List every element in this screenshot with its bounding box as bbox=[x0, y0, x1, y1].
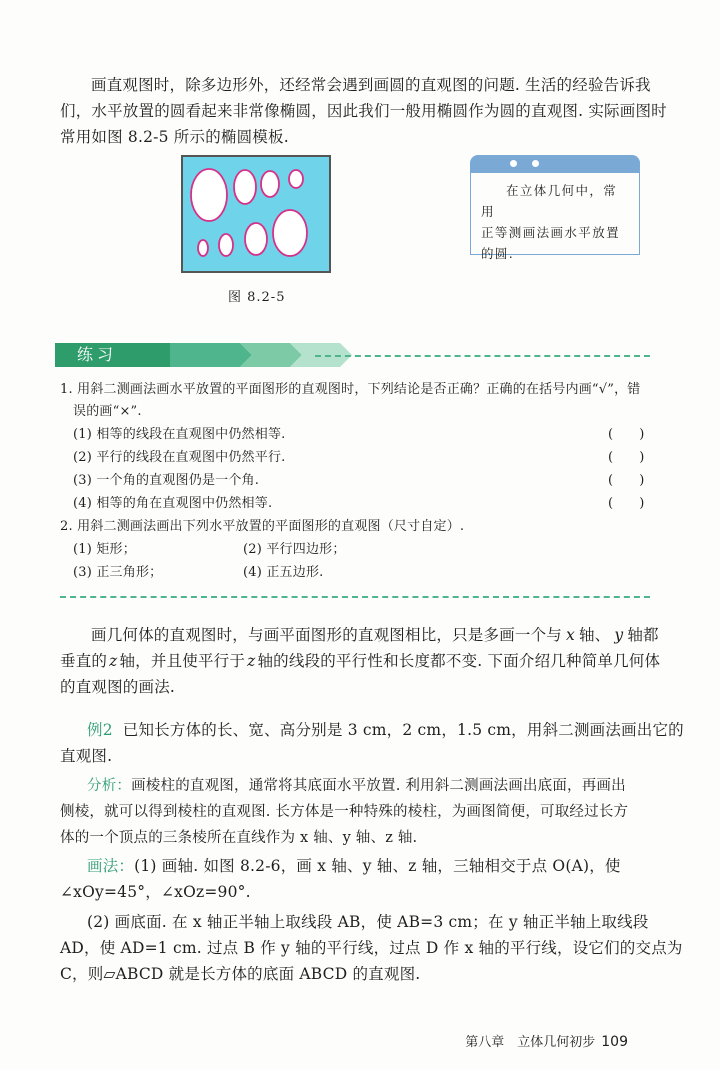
example-2 bbox=[60, 717, 684, 987]
exercise-bottom-divider bbox=[60, 596, 650, 598]
method-line-1 bbox=[60, 853, 660, 879]
body-text: 轴，并且使平行于 bbox=[119, 652, 246, 670]
answer-paren-1[interactable]: ( ) bbox=[608, 427, 645, 442]
ellipse-template-figure bbox=[181, 155, 331, 273]
exercise-q1-item-2 bbox=[73, 447, 653, 469]
analysis-line-2: 侧棱，就可以得到棱柱的直观图. 长方体是一种特殊的棱柱，为画图简便，可取经过长方 bbox=[60, 804, 629, 820]
body-text: 轴、 bbox=[578, 626, 611, 644]
exercise-q1-item-1 bbox=[73, 424, 653, 446]
exercise-q2-item-4: (4) 正五边形. bbox=[243, 565, 324, 580]
page-footer bbox=[465, 1031, 628, 1050]
intro-line-2: 们，水平放置的圆看起来非常像椭圆，因此我们一般用椭圆作为圆的直观图. 实际画图时 bbox=[60, 102, 667, 120]
step2-line-3: C，则▱ABCD 就是长方体的底面 ABCD 的直观图. bbox=[60, 965, 421, 983]
exercise-q1-line-2: 误的画“×”. bbox=[73, 404, 142, 419]
math-var: y bbox=[614, 626, 624, 644]
dot-icon bbox=[532, 160, 539, 167]
ellipse-6 bbox=[219, 234, 233, 256]
exercise-q2: 2. 用斜二测画法画出下列水平放置的平面图形的直观图（尺寸自定）. bbox=[60, 519, 465, 534]
exercise-q1-item-3 bbox=[73, 470, 653, 492]
exercise-q1-line-1: 1. 用斜二测画法画水平放置的平面图形的直观图时，下列结论是否正确？正确的在括号内画“√”，错 bbox=[60, 382, 641, 397]
side-note-line-3: 的圆. bbox=[481, 246, 515, 261]
ellipse-4 bbox=[289, 170, 303, 188]
exercise-q1-item-4 bbox=[73, 493, 653, 515]
intro-line-1: 画直观图时，除多边形外，还经常会遇到画圆的直观图的问题. 生活的经验告诉我 bbox=[91, 76, 651, 94]
ellipse-5 bbox=[198, 240, 208, 256]
chapter-title: 第八章 立体几何初步 bbox=[465, 1035, 596, 1050]
intro-paragraph bbox=[60, 72, 667, 150]
analysis-line-1 bbox=[60, 773, 660, 799]
method-line-2: ∠xOy=45°，∠xOz=90°. bbox=[60, 883, 251, 901]
exercise-q1-item-1-text: (1) 相等的线段在直观图中仍然相等. bbox=[73, 427, 286, 442]
side-note bbox=[470, 155, 640, 261]
dot-icon bbox=[510, 160, 517, 167]
side-note-body bbox=[470, 173, 640, 261]
ellipse-2 bbox=[234, 170, 256, 204]
step2-line-1: (2) 画底面. 在 x 轴正半轴上取线段 AB，使 AB=3 cm；在 y 轴正半轴上取线段 bbox=[87, 913, 649, 931]
math-var: x bbox=[566, 626, 575, 644]
body-paragraph bbox=[60, 622, 660, 700]
body-line-3: 的直观图的画法. bbox=[60, 678, 176, 696]
page-number: 109 bbox=[601, 1034, 628, 1050]
example-label: 例2 bbox=[87, 721, 113, 739]
exercise-q2-item-1: (1) 矩形； bbox=[73, 542, 136, 557]
exercise-q2-item-2: (2) 平行四边形； bbox=[243, 542, 346, 557]
analysis-line-3: 体的一个顶点的三条棱所在直线作为 x 轴、y 轴、z 轴. bbox=[60, 830, 418, 846]
body-text: 轴的线段的平行性和长度都不变. 下面介绍几种简单几何体 bbox=[257, 652, 661, 670]
exercise-q1-item-3-text: (3) 一个角的直观图仍是一个角. bbox=[73, 473, 260, 488]
answer-paren-2[interactable]: ( ) bbox=[608, 450, 645, 465]
intro-line-3: 常用如图 8.2-5 所示的椭圆模板. bbox=[60, 128, 289, 146]
body-text: 轴都 bbox=[627, 626, 659, 644]
step2-line-2: AD，使 AD=1 cm. 过点 B 作 y 轴的平行线，过点 D 作 x 轴的平行线，设它们的交点为 bbox=[60, 939, 683, 957]
analysis-label: 分析： bbox=[87, 778, 132, 794]
ellipse-1 bbox=[191, 169, 227, 221]
answer-paren-3[interactable]: ( ) bbox=[608, 473, 645, 488]
body-line-2 bbox=[60, 648, 660, 674]
math-var: z bbox=[109, 652, 118, 670]
body-text: 画几何体的直观图时，与画平面图形的直观图相比，只是多画一个与 bbox=[91, 626, 563, 644]
body-line-1 bbox=[60, 622, 660, 648]
ellipse-3 bbox=[261, 171, 279, 197]
example-line-1 bbox=[60, 717, 684, 743]
method-label: 画法： bbox=[87, 857, 135, 875]
method-text: (1) 画轴. 如图 8.2-6，画 x 轴、y 轴、z 轴，三轴相交于点 O(A)，使 bbox=[134, 857, 621, 875]
exercise-q1-item-4-text: (4) 相等的角在直观图中仍然相等. bbox=[73, 496, 273, 511]
analysis-text: 画棱柱的直观图，通常将其底面水平放置. 利用斜二测画法画出底面，再画出 bbox=[131, 778, 626, 794]
ellipse-7 bbox=[245, 223, 267, 255]
ellipse-template-drawing bbox=[183, 157, 329, 271]
example-line-2: 直观图. bbox=[60, 747, 113, 765]
side-note-line-1: 在立体几何中，常用 bbox=[481, 183, 618, 219]
answer-paren-4[interactable]: ( ) bbox=[608, 496, 645, 511]
math-var: z bbox=[247, 652, 256, 670]
exercise-q2-item-3: (3) 正三角形； bbox=[73, 565, 163, 580]
exercise-title: 练习 bbox=[55, 343, 170, 367]
exercise-top-divider bbox=[315, 355, 650, 357]
ellipse-8 bbox=[273, 210, 307, 256]
body-text: 垂直的 bbox=[60, 652, 108, 670]
side-note-line-2: 正等测画法画水平放置 bbox=[481, 225, 621, 240]
figure-caption: 图 8.2-5 bbox=[228, 290, 286, 305]
side-note-header bbox=[470, 155, 640, 173]
exercise-q1-item-2-text: (2) 平行的线段在直观图中仍然平行. bbox=[73, 450, 286, 465]
example-text: 已知长方体的长、宽、高分别是 3 cm，2 cm，1.5 cm，用斜二测画法画出它的 bbox=[122, 721, 684, 739]
